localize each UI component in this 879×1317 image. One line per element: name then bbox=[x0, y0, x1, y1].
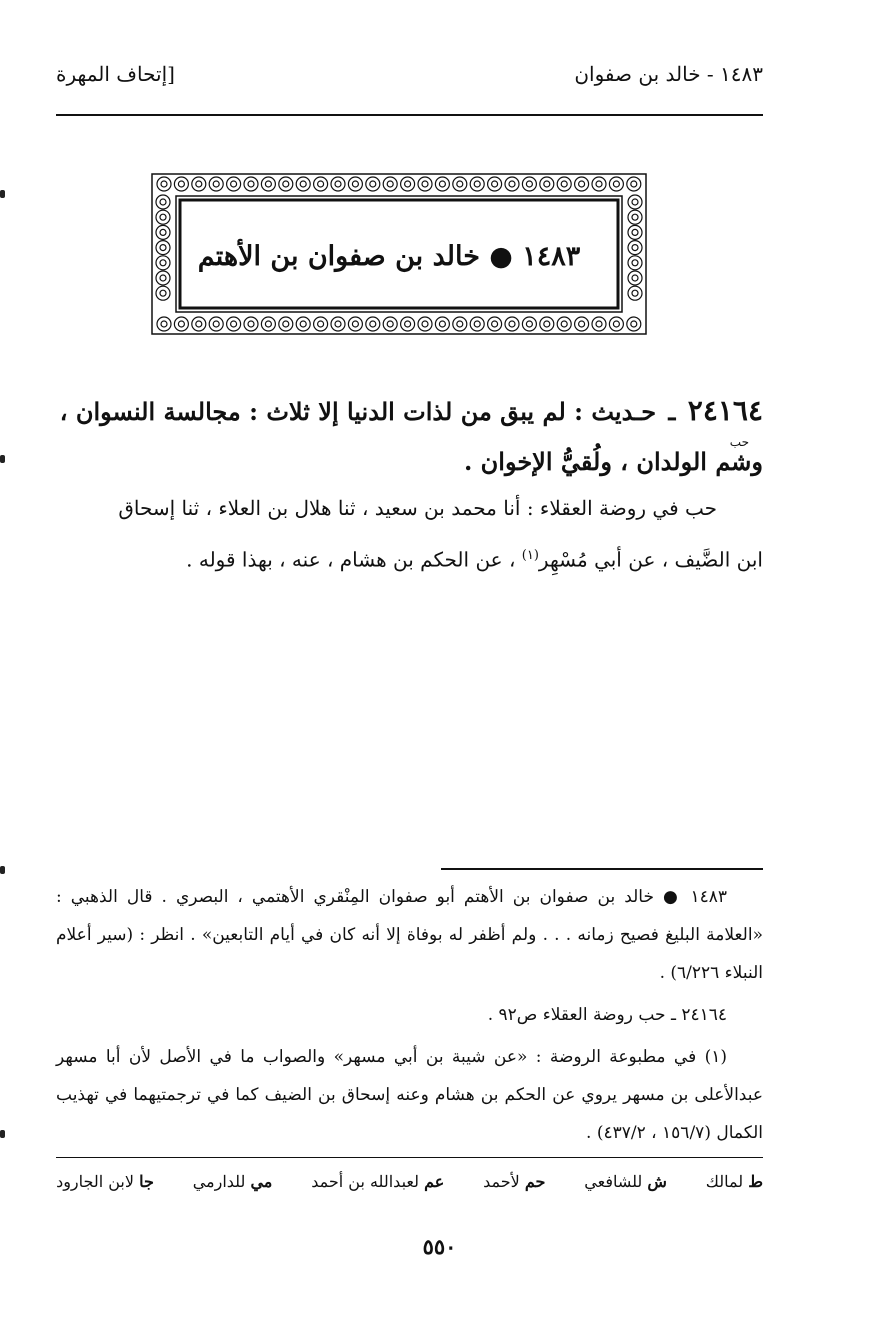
running-header-book: [إتحاف المهرة bbox=[56, 62, 175, 86]
scan-mark bbox=[0, 455, 5, 463]
footnote-1-text: (١) في مطبوعة الروضة : «عن شيبة بن أبي مسهر» والصواب ما في الأصل لأن أبا مسهر عبدالأعلى بن مسهر يروي عن الحكم بن هشام وعنه إسحاق بن الضيف كما في ترجمتيهما في تهذيب الكمال (١٥٦/٧ ، ٤٣٧/٢) . bbox=[56, 1047, 763, 1143]
scan-mark bbox=[0, 1130, 5, 1138]
key-desc: لأحمد bbox=[483, 1172, 520, 1191]
hadith-number: ٢٤١٦٤ bbox=[687, 394, 763, 427]
footnote-ref[interactable]: (١) bbox=[521, 548, 539, 563]
source-line2a: ابن الضَّيف ، عن أبي مُسْهِر bbox=[538, 547, 763, 572]
hadith-line-1 bbox=[56, 386, 763, 437]
footnote-rule bbox=[441, 868, 763, 870]
hadith-dash: ـ bbox=[668, 397, 676, 426]
header-rule bbox=[56, 114, 763, 116]
key-desc: لمالك bbox=[705, 1172, 744, 1191]
footnotes bbox=[56, 878, 763, 1156]
running-header-title: ١٤٨٣ - خالد بن صفوان bbox=[574, 62, 763, 86]
bullet-dot: ● bbox=[479, 240, 523, 272]
key-desc: للدارمي bbox=[192, 1172, 246, 1191]
key-item-ahmad bbox=[483, 1172, 545, 1191]
hadith-line-2 bbox=[56, 437, 763, 487]
footnote-bio-text: ١٤٨٣ ● خالد بن صفوان بن الأهتم أبو صفوان المِنْقري الأهتمي ، البصري . قال الذهبي : «العلامة البليغ فصيح زمانه . . . ولم أظفر له بوفاة إلا أنه كان في أيام التابعين» . انظر : (سير أعلام النبلاء ٦/٢٢٦) . bbox=[56, 887, 763, 983]
key-abbr: حم bbox=[524, 1172, 546, 1191]
hadith-label: حـديث : bbox=[574, 397, 657, 426]
hadith-text bbox=[56, 386, 763, 487]
key-abbr: ش bbox=[647, 1172, 667, 1191]
source-text bbox=[56, 484, 763, 584]
key-abbr: جا bbox=[139, 1172, 154, 1191]
key-desc: لابن الجارود bbox=[56, 1172, 135, 1191]
hadith-above-mark: حب bbox=[729, 435, 749, 449]
abbreviation-key bbox=[56, 1172, 763, 1191]
entry-name: خالد بن صفوان بن الأهتم bbox=[197, 240, 480, 272]
page-number: ٥٥٠ bbox=[422, 1234, 457, 1259]
source-line2b: ، عن الحكم بن هشام ، عنه ، بهذا قوله . bbox=[186, 547, 522, 572]
key-abbr: مي bbox=[250, 1172, 273, 1191]
entry-title bbox=[180, 226, 598, 286]
key-item-shafii bbox=[584, 1172, 667, 1191]
key-abbr: عم bbox=[424, 1172, 445, 1191]
scan-mark bbox=[0, 190, 5, 198]
key-item-jarud bbox=[56, 1172, 154, 1191]
source-line-2 bbox=[56, 532, 763, 584]
footnote-ref-line bbox=[56, 996, 763, 1034]
footnote-ref-text: ٢٤١٦٤ ـ حب روضة العقلاء ص٩٢ . bbox=[487, 1005, 727, 1025]
key-desc: للشافعي bbox=[584, 1172, 643, 1191]
key-abbr: ط bbox=[748, 1172, 763, 1191]
key-item-abdullah bbox=[311, 1172, 444, 1191]
footnote-bio bbox=[56, 878, 763, 992]
key-item-darimi bbox=[193, 1172, 273, 1191]
key-desc: لعبدالله بن أحمد bbox=[311, 1172, 419, 1191]
key-item-malik bbox=[706, 1172, 763, 1191]
source-line1-text: حب في روضة العقلاء : أنا محمد بن سعيد ، ثنا هلال بن العلاء ، ثنا إسحاق bbox=[118, 496, 717, 520]
source-line-1 bbox=[56, 484, 763, 532]
entry-number: ١٤٨٣ bbox=[522, 240, 581, 272]
key-rule bbox=[56, 1157, 763, 1158]
footnote-1 bbox=[56, 1038, 763, 1152]
hadith-text-line2: وشم الولدان ، ولُقيُّ الإخوان . bbox=[463, 447, 763, 476]
hadith-text-line1: لم يبق من لذات الدنيا إلا ثلاث : مجالسة النسوان ، bbox=[59, 397, 566, 426]
scan-mark bbox=[0, 866, 5, 874]
